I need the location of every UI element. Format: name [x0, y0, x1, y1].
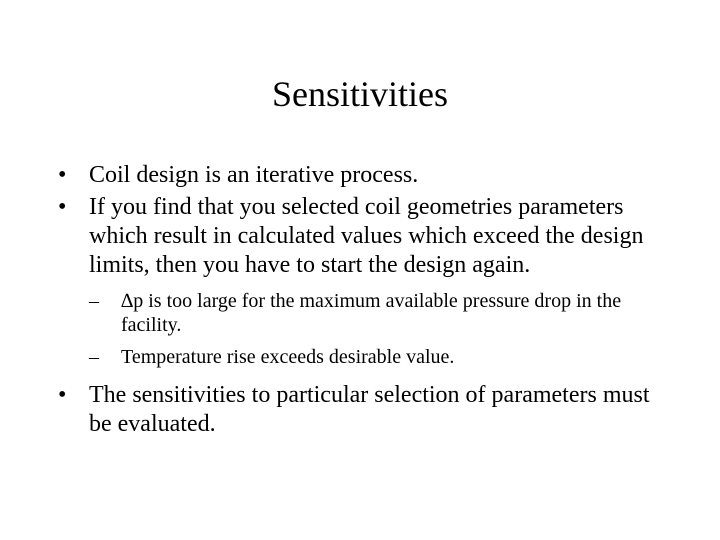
sub-bullet-text: ∆p is too large for the maximum available pressure drop in the facility. [121, 290, 622, 336]
bullet-list [58, 161, 678, 442]
sub-bullet-item [89, 345, 678, 369]
sub-bullet-item [89, 289, 678, 337]
bullet-item [58, 381, 678, 439]
bullet-text: Coil design is an iterative process. [89, 162, 419, 188]
bullet-marker: • [58, 194, 67, 220]
bullet-item [58, 161, 678, 190]
slide-title: Sensitivities [271, 74, 448, 114]
dash-marker: – [89, 290, 99, 312]
bullet-text: The sensitivities to particular selection of parameters must be evaluated. [89, 382, 650, 437]
bullet-marker: • [58, 382, 67, 408]
dash-marker: – [89, 346, 99, 368]
bullet-marker: • [58, 162, 67, 188]
bullet-text: If you find that you selected coil geometries parameters which result in calculated values which exceed the design limits, then you have to start the design again. [89, 194, 644, 278]
sub-bullet-list [89, 289, 678, 369]
bullet-item [58, 193, 678, 369]
sub-bullet-text: Temperature rise exceeds desirable value. [121, 346, 455, 368]
